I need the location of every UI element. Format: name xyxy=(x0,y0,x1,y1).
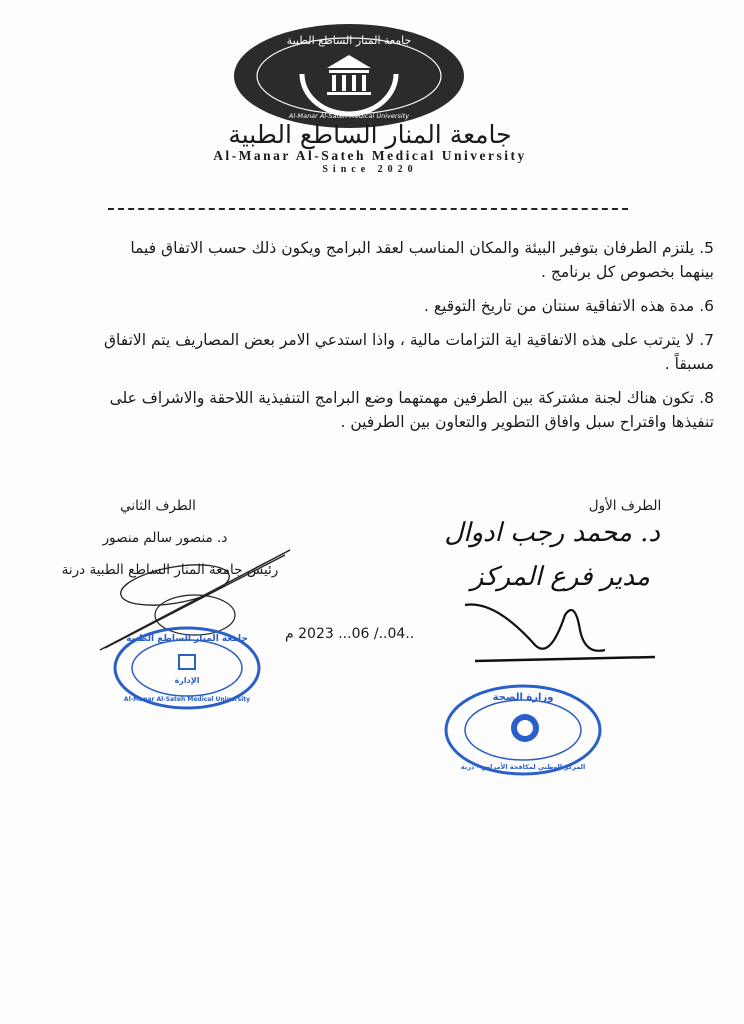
clause-text: تكون هناك لجنة مشتركة بين الطرفين مهمتهما وضع البرامج التنفيذية اللاحقة والاشراف على تنفيذها واقتراح سبل وافاق التطوير والتعاون بين الطرفين . xyxy=(109,389,714,431)
clause-number: 7. xyxy=(699,331,714,349)
clause-5 xyxy=(100,236,714,284)
first-party-label: الطرف الأول xyxy=(588,498,662,514)
second-party-title: رئيس جامعة المنار الساطع الطبية درنة xyxy=(61,562,279,578)
first-party-handwritten-name: د. محمد رجب ادوال xyxy=(444,518,660,548)
university-stamp xyxy=(112,625,262,711)
logo-arabic-text: جامعة المنار الساطع الطبية xyxy=(286,34,412,47)
logo-english-text: Al-Manar Al-Sateh Medical University xyxy=(288,112,410,120)
stamp-department-text: الإدارة xyxy=(174,676,200,685)
clause-7 xyxy=(100,328,714,376)
stamp-english-text: Al-Manar Al-Sateh Medical University xyxy=(123,696,251,703)
first-party-handwritten-title: مدير فرع المركز xyxy=(470,562,650,592)
clause-number: 5. xyxy=(699,239,714,257)
ministry-of-health-stamp xyxy=(443,683,603,778)
clause-8 xyxy=(100,386,714,434)
second-party-name: د. منصور سالم منصور xyxy=(102,530,228,546)
first-party-signature xyxy=(455,595,660,665)
clause-text: لا يترتب على هذه الاتفاقية اية التزامات مالية ، واذا استدعي الامر بعض المصاريف يتم الاتفاق مسبقاً . xyxy=(104,331,714,373)
second-party-label: الطرف الثاني xyxy=(120,498,196,514)
university-name-arabic: جامعة المنار الساطع الطبية xyxy=(228,120,512,149)
clause-text: يلتزم الطرفان بتوفير البيئة والمكان المناسب لعقد البرامج ويكون ذلك حسب الاتفاق فيما بينهما بخصوص كل برنامج . xyxy=(130,239,714,281)
clause-number: 8. xyxy=(699,389,714,407)
university-name-english: Al-Manar Al-Sateh Medical University xyxy=(213,148,527,163)
clause-6 xyxy=(100,294,714,318)
clauses-list xyxy=(100,236,714,444)
stamp-bottom-text: المركز الوطني لمكافحة الأمراض - درنة xyxy=(460,763,586,771)
stamp-top-text: وزارة الصحة xyxy=(492,692,554,703)
university-logo xyxy=(232,22,466,130)
clause-text: مدة هذه الاتفاقية سنتان من تاريخ التوقيع . xyxy=(423,297,695,315)
divider xyxy=(108,208,628,210)
since-year: Since 2020 xyxy=(322,164,418,175)
stamp-arabic-text: جامعة المنار الساطع الطبية xyxy=(126,634,248,644)
signature-date: ..04../ 06... 2023 م xyxy=(285,626,415,642)
clause-number: 6. xyxy=(699,297,714,315)
